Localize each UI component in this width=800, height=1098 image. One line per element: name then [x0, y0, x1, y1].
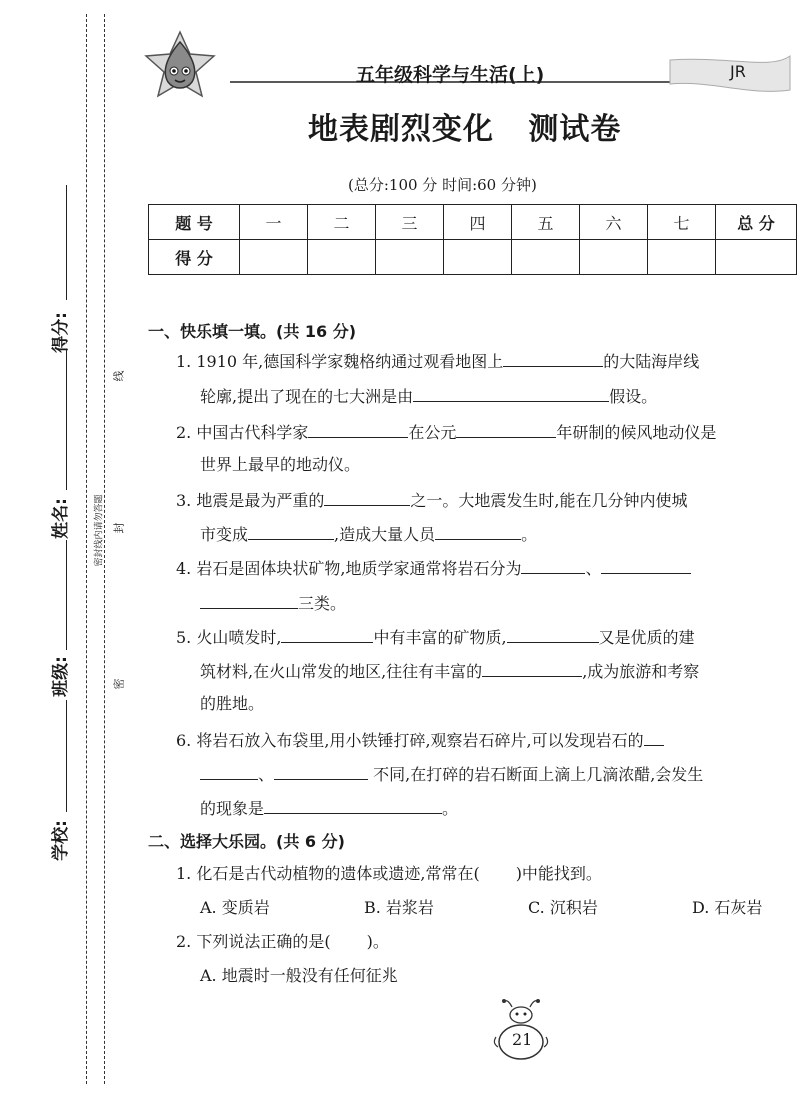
- q5-blank-1[interactable]: [281, 626, 373, 643]
- question-6-line-1: [176, 729, 664, 751]
- table-row-label: 得 分: [149, 240, 240, 275]
- question-4-line-2: [200, 592, 346, 614]
- q2-blank-2[interactable]: [456, 421, 556, 438]
- q2-text: 2. 中国古代科学家: [176, 423, 309, 442]
- question-3-line-1: [176, 489, 687, 511]
- table-header-cell: 题 号: [149, 205, 240, 240]
- q6-blank-3[interactable]: [274, 763, 368, 780]
- score-table: [148, 204, 797, 275]
- q6-text-3-end: 。: [442, 799, 459, 818]
- score-cell[interactable]: [444, 240, 512, 275]
- q2-blank-1[interactable]: [308, 421, 408, 438]
- q3-text: 3. 地震是最为严重的: [176, 491, 325, 510]
- exam-info: (总分:100 分 时间:60 分钟): [348, 176, 537, 194]
- cq1-text: 1. 化石是古代动植物的遗体或遗迹,常常在(: [176, 864, 480, 883]
- choice-question-1: [176, 864, 602, 884]
- q5-text-2: 筑材料,在火山常发的地区,往往有丰富的: [200, 662, 483, 681]
- table-header-cell: 一: [240, 205, 308, 240]
- option-b[interactable]: B. 岩浆岩: [364, 898, 434, 917]
- seal-mark-feng: 封: [112, 522, 126, 534]
- seal-mark-xian: 线: [112, 370, 126, 382]
- question-5-line-1: [176, 626, 695, 648]
- section-1-heading: 一、快乐填一填。(共 16 分): [148, 322, 357, 341]
- q3-text-2-mid: ,造成大量人员: [334, 525, 436, 544]
- seal-notice: 密封线内请勿答题: [94, 494, 105, 567]
- book-title: 五年级科学与生活(上): [356, 64, 545, 86]
- name-label: 姓名:: [50, 498, 71, 539]
- q5-blank-2[interactable]: [507, 626, 599, 643]
- q4-blank-3[interactable]: [200, 592, 298, 609]
- q2-text-end: 年研制的候风地动仪是: [556, 423, 717, 442]
- q4-blank-2[interactable]: [601, 557, 691, 574]
- q2-text-mid: 在公元: [408, 423, 457, 442]
- q4-separator: 、: [585, 559, 602, 578]
- q6-blank-1[interactable]: [644, 729, 664, 746]
- question-3-line-2: [200, 523, 537, 545]
- option-d[interactable]: D. 石灰岩: [692, 898, 763, 917]
- q6-separator: 、: [258, 765, 275, 784]
- table-header-cell: 二: [308, 205, 376, 240]
- school-fill-line: [66, 700, 67, 812]
- question-2-line-1: [176, 421, 716, 443]
- question-4-line-1: [176, 557, 691, 579]
- q6-text: 6. 将岩石放入布袋里,用小铁锤打碎,观察岩石碎片,可以发现岩石的: [176, 731, 644, 750]
- cq2-text-end: )。: [366, 932, 389, 951]
- q6-text-2-end: 不同,在打碎的岩石断面上滴上几滴浓醋,会发生: [368, 765, 704, 784]
- binding-dash-line-outer: [86, 14, 87, 1084]
- table-header-cell: 总 分: [716, 205, 797, 240]
- question-6-line-3: [200, 797, 458, 819]
- q4-blank-1[interactable]: [521, 557, 585, 574]
- book-code: JR: [730, 62, 746, 81]
- class-fill-line: [66, 540, 67, 650]
- question-1-line-2: [200, 385, 657, 407]
- q4-text: 4. 岩石是固体块状矿物,地质学家通常将岩石分为: [176, 559, 522, 578]
- section-2-heading: 二、选择大乐园。(共 6 分): [148, 832, 345, 851]
- choice-question-2: [176, 932, 389, 952]
- q3-text-end: 之一。大地震发生时,能在几分钟内使城: [410, 491, 688, 510]
- page-title: 地表剧烈变化 测试卷: [308, 112, 622, 147]
- q6-text-3: 的现象是: [200, 799, 265, 818]
- question-5-line-3: 的胜地。: [200, 694, 265, 713]
- question-2-line-2: 世界上最早的地动仪。: [200, 455, 361, 474]
- q1-blank-2[interactable]: [413, 385, 609, 402]
- score-cell[interactable]: [308, 240, 376, 275]
- q1-text-2-end: 假设。: [609, 387, 658, 406]
- q1-text-end: 的大陆海岸线: [603, 352, 700, 371]
- cq1-text-end: )中能找到。: [515, 864, 602, 883]
- name-fill-line: [66, 350, 67, 490]
- q1-text: 1. 1910 年,德国科学家魏格纳通过观看地图上: [176, 352, 504, 371]
- score-cell[interactable]: [580, 240, 648, 275]
- q5-blank-3[interactable]: [482, 660, 582, 677]
- q3-blank-3[interactable]: [435, 523, 521, 540]
- q5-text-mid: 中有丰富的矿物质,: [373, 628, 507, 647]
- question-1-line-1: [176, 350, 699, 372]
- question-6-line-2: [200, 763, 703, 785]
- q5-text: 5. 火山喷发时,: [176, 628, 282, 647]
- choice-question-1-options: [200, 898, 762, 918]
- q6-blank-4[interactable]: [264, 797, 442, 814]
- q1-text-2: 轮廓,提出了现在的七大洲是由: [200, 387, 414, 406]
- class-label: 班级:: [50, 656, 71, 697]
- score-cell[interactable]: [716, 240, 797, 275]
- choice-question-2-option-a[interactable]: A. 地震时一般没有任何征兆: [200, 966, 398, 985]
- mascot-logo: [140, 28, 220, 100]
- q6-blank-2[interactable]: [200, 763, 258, 780]
- q1-blank-1[interactable]: [503, 350, 603, 367]
- q3-blank-1[interactable]: [324, 489, 410, 506]
- question-5-line-2: [200, 660, 699, 682]
- q5-text-2-end: ,成为旅游和考察: [582, 662, 700, 681]
- q3-text-2: 市变成: [200, 525, 249, 544]
- score-label: 得分:: [50, 312, 71, 353]
- table-header-cell: 六: [580, 205, 648, 240]
- score-fill-line: [66, 185, 67, 300]
- q5-text-end: 又是优质的建: [598, 628, 695, 647]
- seal-mark-mi: 密: [112, 678, 126, 690]
- option-a[interactable]: A. 变质岩: [200, 898, 270, 917]
- score-cell[interactable]: [648, 240, 716, 275]
- table-header-cell: 四: [444, 205, 512, 240]
- table-header-cell: 七: [648, 205, 716, 240]
- school-label: 学校:: [50, 820, 71, 861]
- option-c[interactable]: C. 沉积岩: [528, 898, 598, 917]
- page-number: 21: [512, 1030, 533, 1049]
- score-cell[interactable]: [240, 240, 308, 275]
- score-cell[interactable]: [512, 240, 580, 275]
- score-cell[interactable]: [376, 240, 444, 275]
- q3-text-2-end: 。: [521, 525, 538, 544]
- q4-text-end: 三类。: [298, 594, 347, 613]
- table-header-cell: 三: [376, 205, 444, 240]
- cq2-text: 2. 下列说法正确的是(: [176, 932, 331, 951]
- q3-blank-2[interactable]: [248, 523, 334, 540]
- table-header-cell: 五: [512, 205, 580, 240]
